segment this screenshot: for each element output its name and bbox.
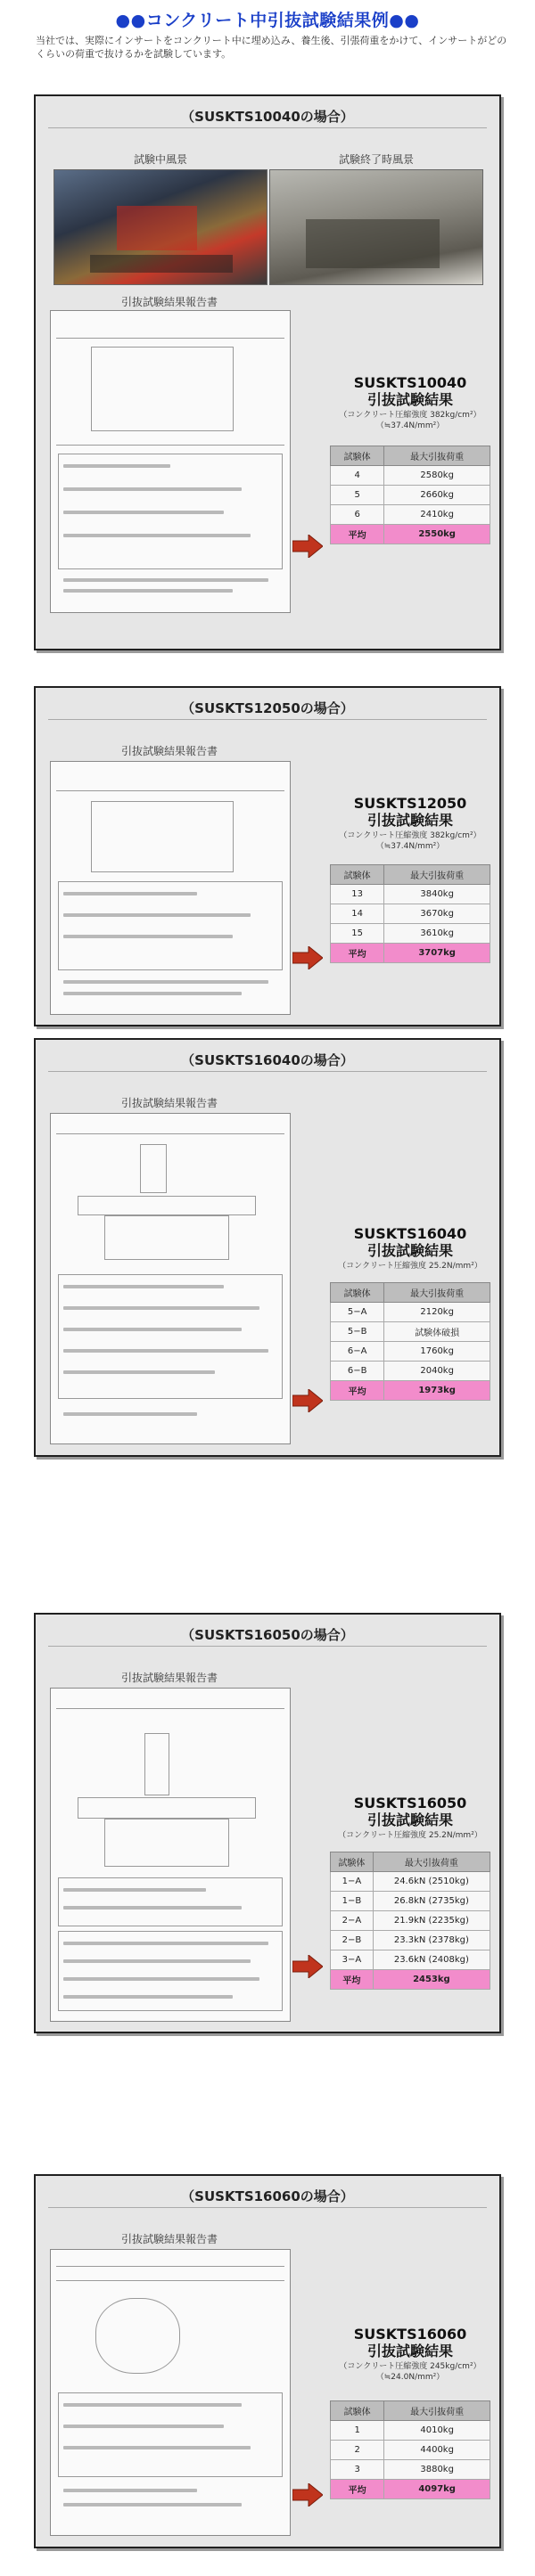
table-row-average: 平均 2550kg: [331, 525, 490, 544]
section-suskts16040: [34, 1038, 501, 1457]
col-specimen: 試験体: [331, 1852, 374, 1872]
col-max-load: 最大引抜荷重: [384, 865, 490, 885]
result-strength-si: （≒37.4N/mm²）: [375, 421, 445, 430]
report-document: [50, 1688, 291, 2022]
result-table: [330, 2400, 490, 2499]
section-suskts16050: [34, 1613, 501, 2033]
col-max-load: 最大引抜荷重: [373, 1852, 490, 1872]
result-strength: （コンクリート圧縮強度 382kg/cm²）: [339, 411, 482, 420]
result-model: SUSKTS16060: [353, 2326, 467, 2343]
col-specimen: 試験体: [331, 1283, 384, 1303]
photo-finished-scene: [269, 169, 483, 285]
report-label: 引抜試験結果報告書: [120, 1672, 218, 1684]
result-strength: （コンクリート圧縮強度 382kg/cm²）: [339, 831, 482, 840]
table-row: 3 3880kg: [331, 2460, 490, 2480]
table-row: 15 3610kg: [331, 924, 490, 944]
photo-testing-scene: [54, 169, 268, 285]
result-model: SUSKTS10040: [353, 374, 467, 391]
table-row-average: 平均 2453kg: [331, 1970, 490, 1990]
result-strength: （コンクリート圧縮強度 245kg/cm²）: [339, 2362, 482, 2371]
section-suskts16060: [34, 2174, 501, 2548]
table-row: 2 4400kg: [331, 2441, 490, 2460]
col-max-load: 最大引抜荷重: [384, 446, 490, 466]
section-title: （SUSKTS16050の場合）: [48, 1615, 487, 1647]
table-row: 5−B 試験体破損: [331, 1322, 490, 1342]
col-specimen: 試験体: [331, 446, 384, 466]
table-row: 2−B 23.3kN (2378kg): [331, 1931, 490, 1950]
report-label: 引抜試験結果報告書: [120, 2233, 218, 2245]
section-title: （SUSKTS10040の場合）: [48, 96, 487, 128]
arrow-right-icon: [292, 946, 323, 969]
section-suskts12050: [34, 686, 501, 1026]
table-row: 1−B 26.8kN (2735kg): [331, 1892, 490, 1911]
table-row: 4 2580kg: [331, 466, 490, 486]
table-row: 5−A 2120kg: [331, 1303, 490, 1322]
table-row-average: 平均 3707kg: [331, 944, 490, 963]
table-row: 5 2660kg: [331, 486, 490, 505]
section-title: （SUSKTS12050の場合）: [48, 688, 487, 720]
table-row: 3−A 23.6kN (2408kg): [331, 1950, 490, 1970]
result-strength: （コンクリート圧縮強度 25.2N/mm²）: [338, 1831, 482, 1840]
result-heading: [330, 795, 490, 852]
report-document: [50, 2249, 291, 2536]
col-specimen: 試験体: [331, 2401, 384, 2421]
result-table: [330, 1282, 490, 1401]
table-row: 1−A 24.6kN (2510kg): [331, 1872, 490, 1892]
result-model: SUSKTS12050: [353, 795, 467, 812]
report-document: [50, 761, 291, 1015]
photo-label-testing: 試験中風景: [133, 153, 187, 166]
intro-text: 当社では、実際にインサートをコンクリート中に埋め込み、養生後、引張荷重をかけて、インサートがどのくらいの荷重で抜けるかを試験しています。: [36, 35, 507, 60]
arrow-right-icon: [292, 2483, 323, 2506]
result-heading: [330, 2326, 490, 2383]
result-title: 引抜試験結果: [366, 1811, 453, 1828]
arrow-right-icon: [292, 1955, 323, 1978]
result-model: SUSKTS16050: [353, 1795, 467, 1811]
report-document: [50, 1113, 291, 1444]
result-model: SUSKTS16040: [353, 1225, 467, 1242]
result-strength: （コンクリート圧縮強度 25.2N/mm²）: [338, 1262, 482, 1271]
result-title: 引抜試験結果: [366, 1242, 453, 1259]
page-title: ●●コンクリート中引抜試験結果例●●: [115, 11, 420, 30]
result-table: [330, 446, 490, 544]
table-row: 13 3840kg: [331, 885, 490, 904]
section-suskts10040: [34, 94, 501, 650]
col-max-load: 最大引抜荷重: [384, 2401, 490, 2421]
table-row: 14 3670kg: [331, 904, 490, 924]
arrow-right-icon: [292, 1389, 323, 1412]
result-table: [330, 1852, 490, 1990]
col-max-load: 最大引抜荷重: [384, 1283, 490, 1303]
report-label: 引抜試験結果報告書: [120, 296, 218, 308]
section-title: （SUSKTS16040の場合）: [48, 1040, 487, 1072]
result-strength-si: （≒37.4N/mm²）: [375, 842, 445, 851]
report-label: 引抜試験結果報告書: [120, 1097, 218, 1109]
section-title: （SUSKTS16060の場合）: [48, 2176, 487, 2208]
table-row-average: 平均 4097kg: [331, 2480, 490, 2499]
table-row: 1 4010kg: [331, 2421, 490, 2441]
report-document: [50, 310, 291, 613]
result-title: 引抜試験結果: [366, 2343, 453, 2359]
photo-label-finished: 試験終了時風景: [338, 153, 414, 166]
result-strength-si: （≒24.0N/mm²）: [375, 2373, 445, 2382]
result-title: 引抜試験結果: [366, 391, 453, 408]
arrow-right-icon: [292, 535, 323, 558]
report-label: 引抜試験結果報告書: [120, 745, 218, 757]
result-title: 引抜試験結果: [366, 812, 453, 829]
table-row-average: 平均 1973kg: [331, 1381, 490, 1401]
result-heading: [330, 374, 490, 431]
table-row: 6−B 2040kg: [331, 1362, 490, 1381]
result-table: [330, 864, 490, 963]
table-row: 2−A 21.9kN (2235kg): [331, 1911, 490, 1931]
result-heading: [330, 1795, 490, 1841]
table-row: 6−A 1760kg: [331, 1342, 490, 1362]
table-row: 6 2410kg: [331, 505, 490, 525]
result-heading: [330, 1225, 490, 1272]
col-specimen: 試験体: [331, 865, 384, 885]
